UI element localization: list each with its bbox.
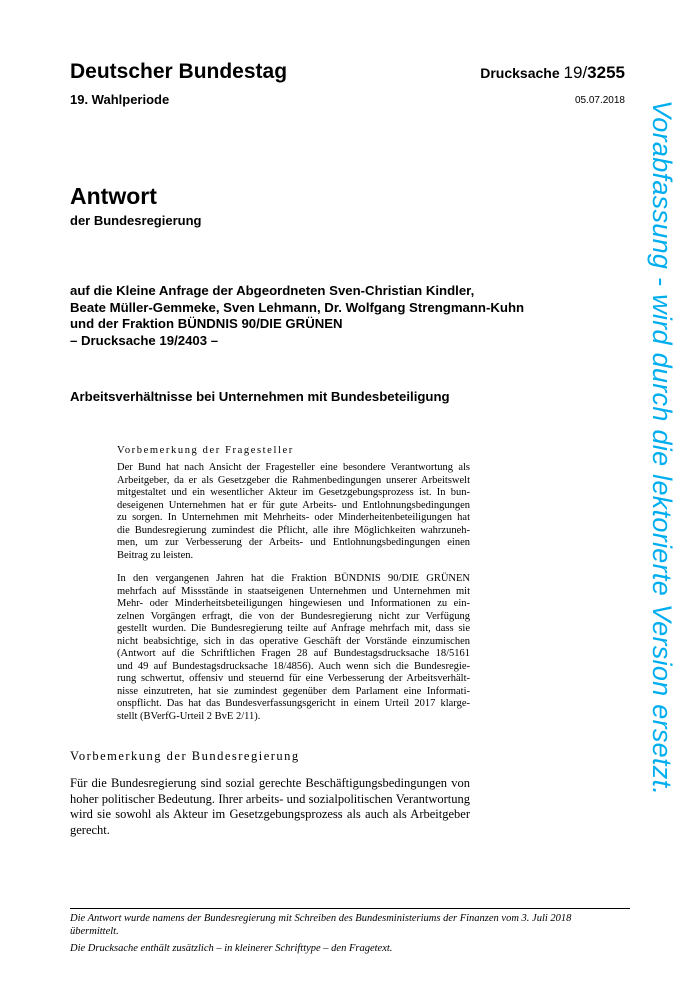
legislative-period: 19. Wahlperiode [70, 92, 170, 107]
document-subject: Arbeitsverhältnisse bei Unternehmen mit Bundesbeteiligung [70, 389, 450, 404]
text-line: In den vergangenen Jahren hat die Fraktion BÜNDNIS 90/DIE GRÜNEN [117, 573, 470, 584]
anfrage-line: und der Fraktion BÜNDNIS 90/DIE GRÜNEN [70, 316, 343, 331]
vorbemerkung-fragesteller-heading: Vorbemerkung der Fragesteller [117, 445, 294, 456]
anfrage-line: auf die Kleine Anfrage der Abgeordneten Sven-Christian Kindler, [70, 283, 475, 298]
text-line: Für die Bundesregierung sind sozial gerechte Beschäftigungsbedingungen von [70, 776, 470, 790]
vorbemerkung-bundesregierung-heading: Vorbemerkung der Bundesregierung [70, 749, 300, 763]
draft-watermark: Vorabfassung - wird durch die lektorierte Version ersetzt. [647, 100, 677, 796]
text-line: gestellt wurden. Die Bundesregierung teilte auf Anfrage mehrfach mit, dass sie [117, 623, 470, 635]
text-line: zu sorgen. In Unternehmen mit Mehrheits- oder Minderheitenbeteiligungen hat [117, 512, 470, 524]
anfrage-line: – Drucksache 19/2403 – [70, 332, 219, 348]
text-line: onspflicht. Das hat das Bundesverfassungsgericht in einem Urteil 2017 klarge- [117, 698, 470, 710]
text-line: und 49 auf Bundestagsdrucksache 18/4856). Auch wenn sich die Bundesregie- [117, 660, 470, 672]
vorbemerkung-fragesteller-paragraph-1 [117, 462, 470, 562]
document-type-heading: Antwort [70, 183, 157, 209]
footer-note-line: Die Drucksache enthält zusätzlich – in kleinerer Schrifttype – den Fragetext. [70, 942, 393, 954]
document-author: der Bundesregierung [70, 213, 202, 228]
text-line: (Antwort auf die Schriftlichen Fragen 28 auf Bundestagsdrucksache 18/5161 [117, 648, 470, 660]
text-line: Arbeitgeber, da er als Gesetzgeber die Rahmenbedingungen unserer Arbeitswelt [117, 474, 470, 486]
parliament-title: Deutscher Bundestag [70, 60, 288, 83]
text-line: rung schwertut, offensiv und steuernd für eine Verbesserung der Arbeitsverhält- [117, 673, 470, 685]
vorbemerkung-fragesteller-paragraph-2 [117, 573, 470, 724]
anfrage-reference [70, 283, 590, 349]
drucksache-prefix: 19/ [563, 63, 588, 82]
text-line: zelnen Vorgängen erfragt, die von der Bundesregierung nicht zur Verfügung [117, 610, 470, 622]
footer-note-line: übermittelt. [70, 925, 119, 937]
document-date: 05.07.2018 [574, 95, 625, 106]
vorbemerkung-bundesregierung-paragraph [70, 776, 470, 838]
footer-notes [70, 913, 630, 955]
text-line: mehrfach auf Missstände in staatseigenen Unternehmen und Unternehmen mit [117, 585, 470, 597]
text-line: Mehr- oder Minderheitsbeteiligungen hingewiesen und Informationen zu ein- [117, 598, 470, 610]
text-line: nisse einzutreten, hat sie zumindest gegenüber dem Parlament eine Informati- [117, 685, 470, 697]
text-line: mitgestaltet und ein wesentlicher Akteur im Gesetzgebungsprozess ist. In bun- [117, 487, 470, 499]
text-line: gerecht. [70, 822, 110, 837]
drucksache-label: Drucksache [480, 65, 560, 81]
footer-note-line: Die Antwort wurde namens der Bundesregierung mit Schreiben des Bundesministeriums der Finanzen vom 3. Juli 2018 [70, 913, 572, 924]
footer-divider [70, 908, 630, 909]
drucksache-number [480, 63, 625, 83]
text-line: Beitrag zu leisten. [117, 549, 194, 561]
text-line: deseigenen Unternehmen hat er für gute Arbeits- und Entlohnungsbedingungen [117, 499, 470, 511]
text-line: men, um zur Verbesserung der Arbeits- und Entlohnungsbedingungen einen [117, 537, 470, 549]
text-line: nicht beabsichtige, sich in das operative Geschäft der Vorstände einzumischen [117, 635, 470, 647]
text-line: wird sie sowohl als Akteur im Gesetzgebungsprozess als auch als Arbeitgeber [70, 807, 470, 822]
text-line: stellt (BVerfG-Urteil 2 BvE 2/11). [117, 711, 261, 723]
anfrage-line: Beate Müller-Gemmeke, Sven Lehmann, Dr. Wolfgang Strengmann-Kuhn [70, 299, 525, 315]
text-line: hoher politischer Bedeutung. Ihrer arbeits- und sozialpolitischen Verantwortung [70, 791, 470, 806]
text-line: Der Bund hat nach Ansicht der Fragesteller eine besondere Verantwortung als [117, 462, 470, 473]
drucksache-id: 3255 [587, 63, 625, 82]
text-line: die Bundesregierung zumindest die Pflicht, alle ihre Möglichkeiten wahrzuneh- [117, 524, 470, 536]
